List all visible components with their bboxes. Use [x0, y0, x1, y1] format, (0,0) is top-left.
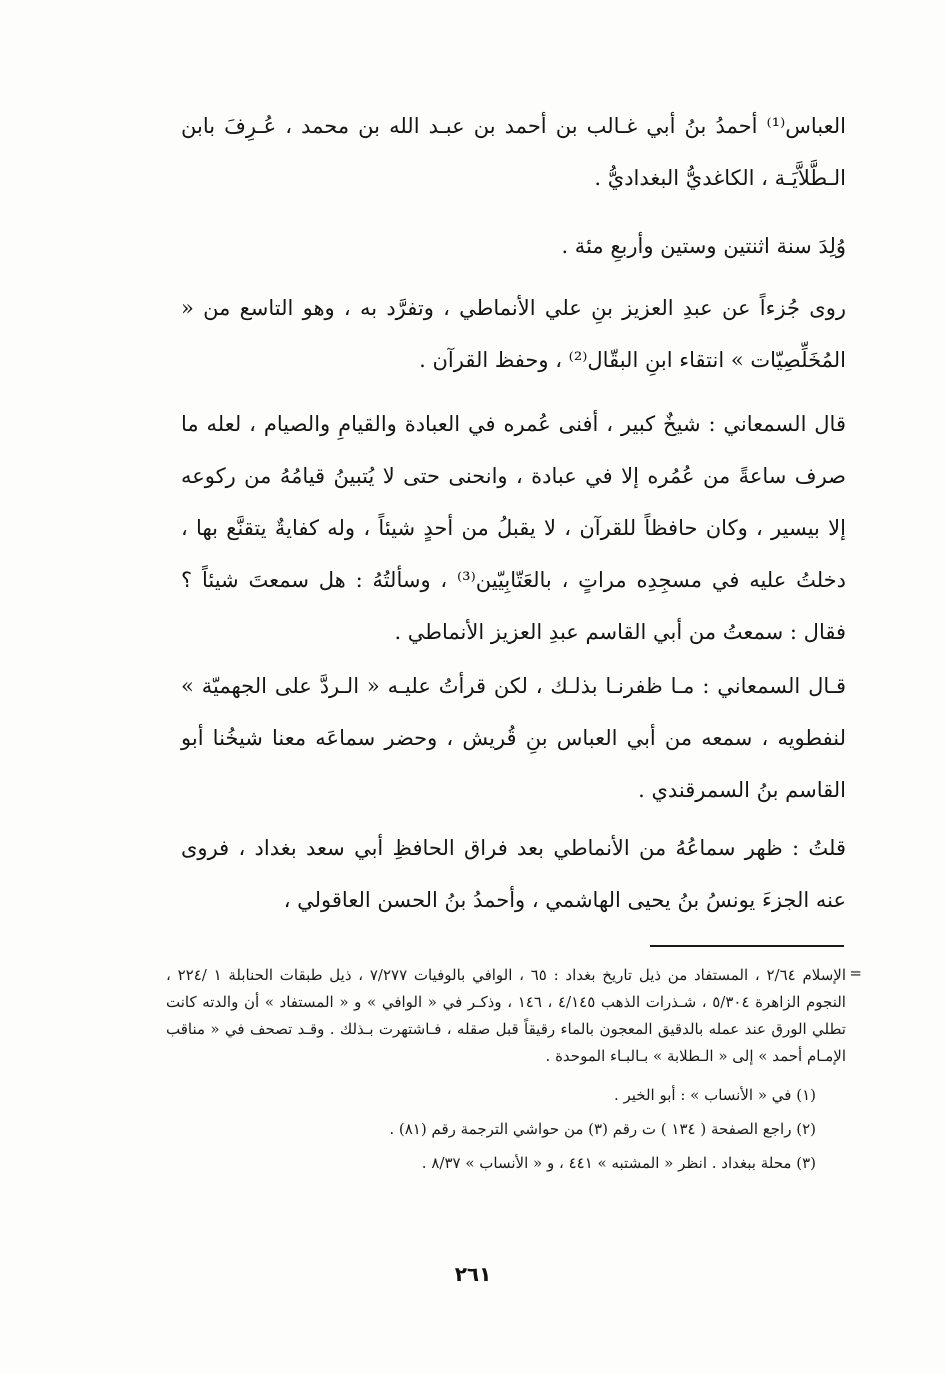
- footnotes-section: [166, 962, 862, 1180]
- page-number: ٢٦١: [454, 1262, 492, 1286]
- paragraph-text: وُلِدَ سنة اثنتين وستين وأربعِ مئة .: [561, 234, 846, 258]
- footnote-1: (١) في « الأنساب » : أبو الخير .: [613, 1086, 816, 1104]
- body-paragraph-4: [181, 398, 846, 658]
- paragraph-text: قـال السمعاني : مـا ظفرنـا بذلـك ، لكن قرأتُ عليـه « الـردَّ على الجهميّة » لنفطويه ، سمعه من أبي العباس بنِ قُريش ، وحضر سماعَه معنا شيخُنا أبو القاسم بنُ السمرقندي .: [181, 674, 846, 802]
- footnote-continuation-marker: =: [849, 964, 862, 982]
- paragraph-text: روى جُزءاً عن عبدِ العزيز بنِ علي الأنماطي ، وتفرَّد به ، وهو التاسع من « المُخَلِّصِيّات » انتقاء ابنِ البقّال⁽²⁾ ، وحفظ القرآن .: [181, 296, 846, 372]
- body-paragraph-2: [181, 220, 846, 272]
- footnote-continuation: الإسلام ٢/٦٤ ، المستفاد من ذيل تاريخ بغداد : ٦٥ ، الوافي بالوفيات ٧/٢٧٧ ، ذيل طبقات الحنابلة ١ /٢٢٤ ، النجوم الزاهرة ٥/٣٠٤ ، شـذرات الذهب ٤/١٤٥ ، ١٤٦ ، وذكـر في « الوافي » و « المستفاد » أن والدته كانت تطلي الورق عند عمله بالدقيق المعجون بالماء رقيقاً قبل صقله ، فـاشتهرت بـذلك . وقـد تصحف في « مناقب الإمـام أحمد » إلى « الـطلابة » بـالبـاء الموحدة .: [166, 966, 846, 1065]
- paragraph-text: قال السمعاني : شيخٌ كبير ، أفنى عُمره في العبادة والقيامِ والصيام ، لعله ما صرف ساعةً من عُمُره إلا في عبادة ، وانحنى حتى لا يُتبينُ قيامُهُ من ركوعه إلا بيسير ، وكان حافظاً للقرآن ، لا يقبلُ من أحدٍ شيئاً ، وله كفايةٌ يتقنَّع بها ، دخلتُ عليه في مسجِدِه مراتٍ ، بالعَتّابِيّين⁽³⁾ ، وسألتُهُ : هل سمعتَ شيئاً ؟ فقال : سمعتُ من أبي القاسم عبدِ العزيز الأنماطي .: [181, 412, 846, 644]
- footnote-3: (٣) محلة ببغداد . انظر « المشتبه » ٤٤١ ، و « الأنساب » ٨/٣٧ .: [421, 1154, 816, 1172]
- footnote-2: (٢) راجع الصفحة ( ١٣٤ ) ت رقم (٣) من حواشي الترجمة رقم (٨١) .: [389, 1120, 816, 1138]
- footnote-separator: [650, 945, 844, 947]
- paragraph-text: العباس⁽¹⁾ أحمدُ بنُ أبي غـالب بن أحمد بن عبـد الله بن محمد ، عُـرِفَ بابن الـطَّلاَّيَـة ، الكاغديُّ البغداديُّ .: [181, 114, 846, 190]
- paragraph-text: قلتُ : ظهر سماعُهُ من الأنماطي بعد فراق الحافظِ أبي سعد بغداد ، فروى عنه الجزءَ يونسُ بنُ يحيى الهاشمي ، وأحمدُ بنُ الحسن العاقولي ،: [181, 836, 846, 912]
- footnote-list: [166, 1078, 846, 1180]
- body-paragraph-1: [181, 100, 846, 204]
- body-paragraph-5: [181, 660, 846, 816]
- body-paragraph-3: [181, 282, 846, 386]
- body-paragraph-6: [181, 822, 846, 926]
